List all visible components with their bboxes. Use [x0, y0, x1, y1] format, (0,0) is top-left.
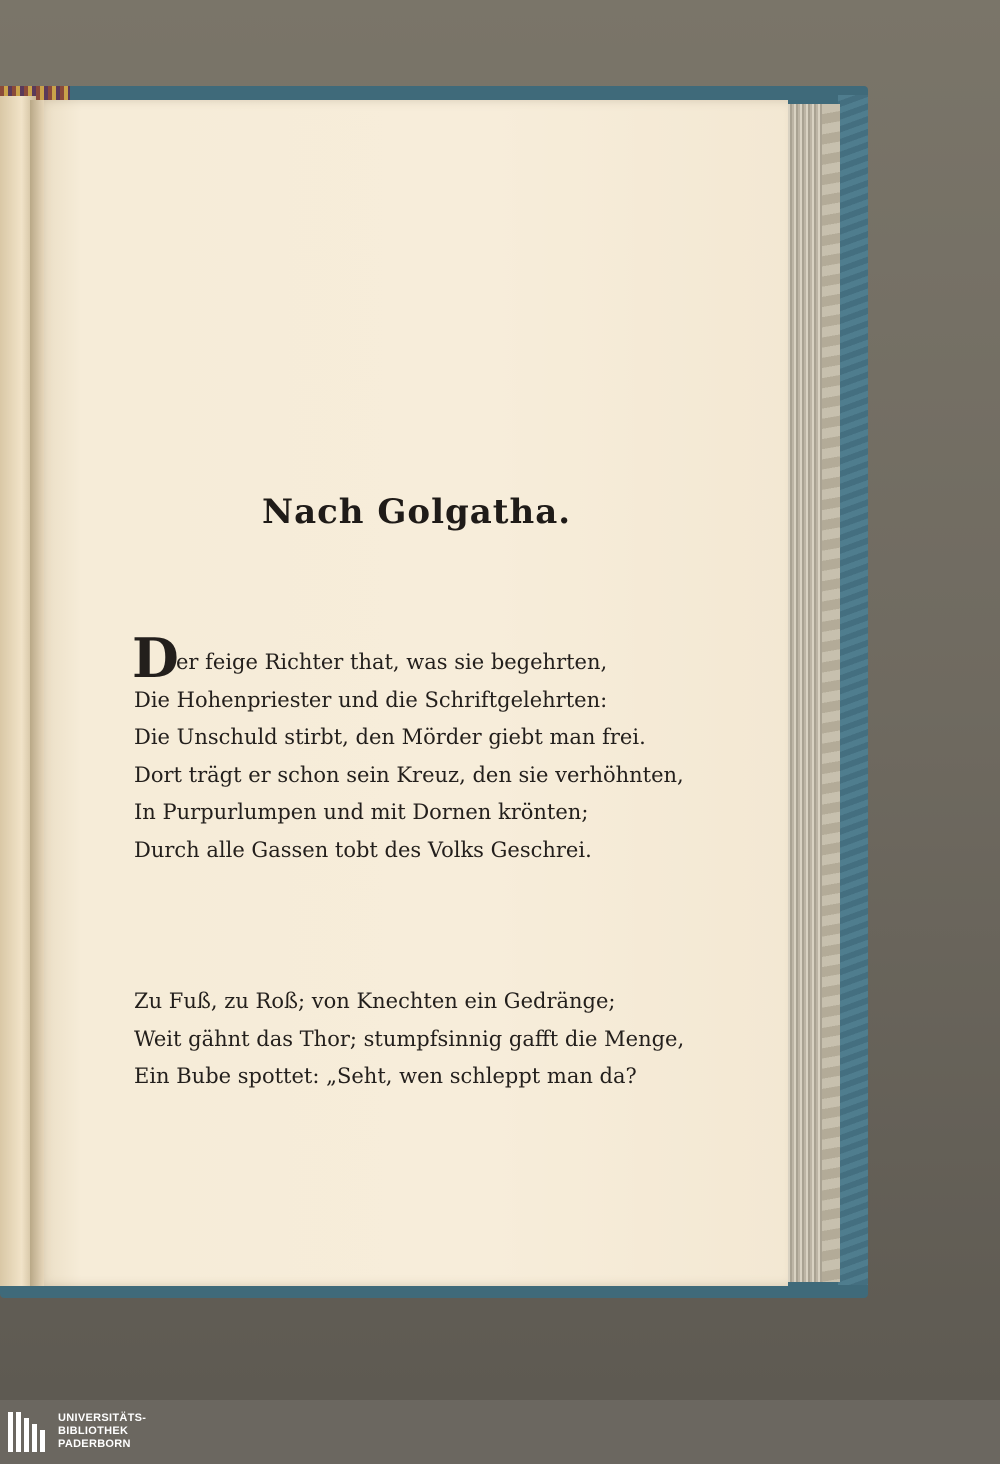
poem-title: Nach Golgatha. [262, 492, 572, 532]
verse-line: er feige Richter that, was sie begehrten, [176, 650, 608, 674]
library-name-line: UNIVERSITÄTS- [58, 1412, 147, 1424]
library-name-line: PADERBORN [58, 1438, 131, 1450]
page-gutter [30, 100, 44, 1286]
footer-bar [0, 1400, 1000, 1464]
library-name-line: BIBLIOTHEK [58, 1425, 129, 1437]
verse-line: In Purpurlumpen und mit Dornen krönten; [134, 800, 589, 824]
stanza-2 [134, 983, 685, 1096]
verse-line: Ein Bube spottet: „Seht, wen schleppt man da? [134, 1064, 637, 1088]
drop-cap: D [132, 626, 179, 690]
verse-line: Durch alle Gassen tobt des Volks Geschrei. [134, 837, 592, 862]
verse-line: Weit gähnt das Thor; stumpfsinnig gafft die Menge, [134, 1026, 685, 1051]
verse-line: Zu Fuß, zu Roß; von Knechten ein Gedränge; [134, 989, 616, 1013]
verse-line: Die Hohenpriester und die Schriftgelehrten: [134, 687, 608, 712]
book-cover-edge [838, 95, 868, 1285]
verse-line: Dort trägt er schon sein Kreuz, den sie verhöhnten, [134, 762, 684, 787]
library-name [58, 1412, 146, 1451]
verse-line: Die Unschuld stirbt, den Mörder giebt man frei. [134, 725, 646, 749]
stanza-1 [134, 644, 684, 869]
page-block-pattern [822, 104, 840, 1282]
library-logo-icon [8, 1412, 48, 1452]
